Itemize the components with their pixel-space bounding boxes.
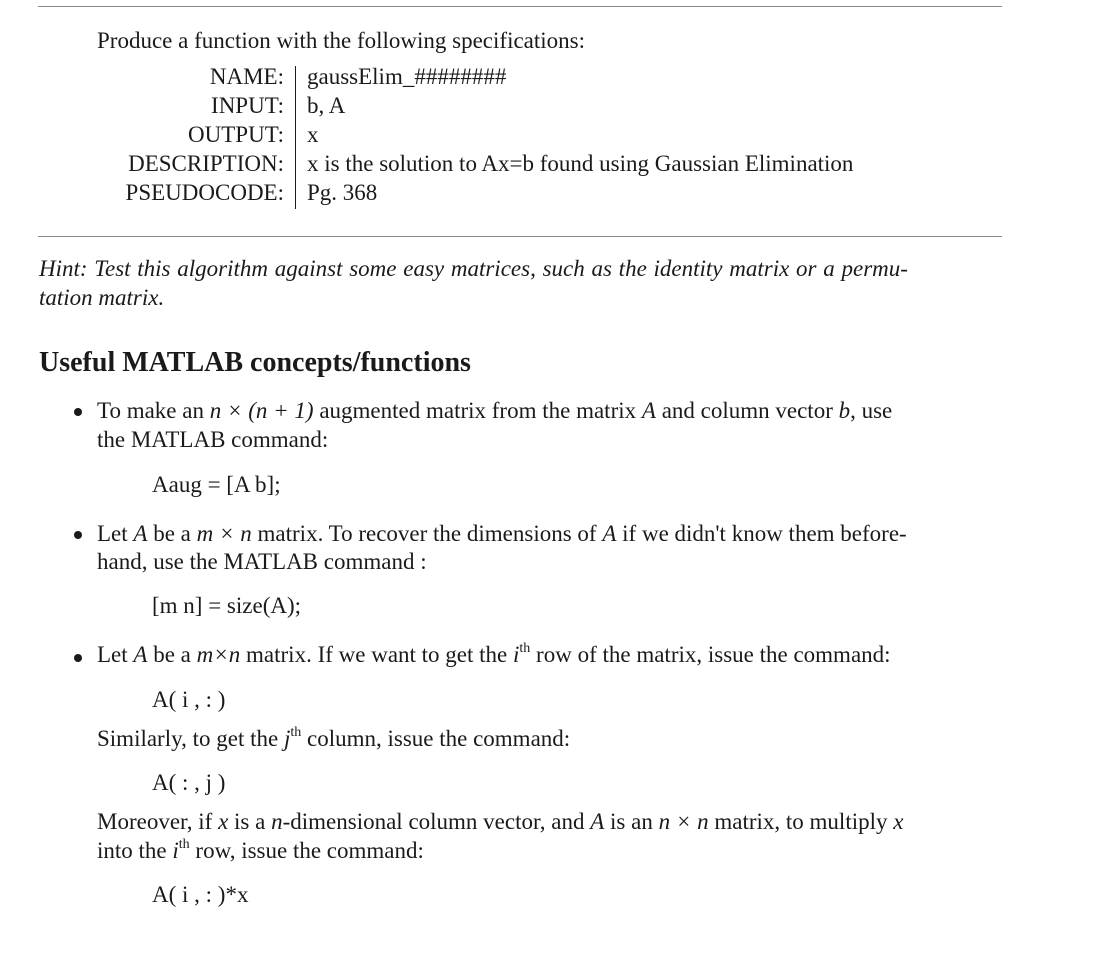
math-j: j xyxy=(283,726,291,751)
bullet-1-line-1 xyxy=(97,398,892,424)
bullet-3-line-3 xyxy=(97,809,903,835)
section-heading: Useful MATLAB concepts/functions xyxy=(39,347,471,378)
bullet-1-marker xyxy=(74,408,82,416)
text: Let xyxy=(97,642,134,667)
math-A: A xyxy=(133,521,148,546)
bullet-1-line-2: the MATLAB command: xyxy=(97,427,329,452)
text: if we didn't know them before- xyxy=(616,521,907,546)
bullet-3-marker xyxy=(74,654,82,662)
top-rule xyxy=(38,6,1002,7)
bullet-2-code: [m n] = size(A); xyxy=(152,593,302,618)
spec-label-input: INPUT: xyxy=(211,93,284,118)
spec-label-pseudocode: PSEUDOCODE: xyxy=(125,180,284,205)
text: is an xyxy=(604,809,659,834)
math-n: n xyxy=(271,809,283,834)
spec-value-input: b, A xyxy=(307,93,346,118)
math-x: x xyxy=(893,809,904,834)
hint-line-2: tation matrix. xyxy=(39,285,165,310)
spec-value-description: x is the solution to Ax=b found using Gaussian Elimination xyxy=(307,151,854,176)
text: augmented matrix from the matrix xyxy=(313,398,642,423)
spec-label-name: NAME: xyxy=(209,64,284,89)
spec-label-description: DESCRIPTION: xyxy=(128,151,284,176)
text: Similarly, to get the xyxy=(97,726,284,751)
spec-value-output: x xyxy=(307,122,319,147)
spec-value-pseudocode: Pg. 368 xyxy=(307,180,378,205)
spec-intro: Produce a function with the following specifications: xyxy=(97,28,585,53)
math-dim: n × (n + 1) xyxy=(209,398,314,423)
superscript-th: th xyxy=(290,725,302,740)
bullet-3-code-row: A( i , : ) xyxy=(152,687,226,712)
text: be a xyxy=(147,642,197,667)
text: -dimensional column vector, and xyxy=(282,809,591,834)
math-b: b xyxy=(838,398,851,423)
spec-value-name: gaussElim_######## xyxy=(307,64,507,89)
bullet-3-line-4 xyxy=(97,838,424,864)
text: Let xyxy=(97,521,134,546)
spec-label-output: OUTPUT: xyxy=(188,122,284,147)
bullet-2-line-1 xyxy=(97,521,907,547)
math-nxn: n × n xyxy=(658,809,709,834)
text: matrix. If we want to get the xyxy=(240,642,514,667)
text: matrix, to multiply xyxy=(708,809,894,834)
bullet-1-code: Aaug = [A b]; xyxy=(152,472,281,497)
bullet-2-line-2: hand, use the MATLAB command : xyxy=(97,549,427,574)
text: Moreover, if xyxy=(97,809,219,834)
math-x: x xyxy=(218,809,229,834)
text: matrix. To recover the dimensions of xyxy=(251,521,603,546)
bullet-3-line-1 xyxy=(97,642,891,668)
math-mxn: m × n xyxy=(196,521,252,546)
math-i: i xyxy=(172,838,179,863)
spec-divider xyxy=(295,66,296,209)
math-A: A xyxy=(641,398,656,423)
math-A: A xyxy=(590,809,605,834)
superscript-th: th xyxy=(178,837,190,852)
superscript-th: th xyxy=(519,641,531,656)
math-i: i xyxy=(513,642,520,667)
text: into the xyxy=(97,838,173,863)
text: and column vector xyxy=(655,398,839,423)
bullet-2-marker xyxy=(74,531,82,539)
bullet-3-code-multiply: A( i , : )*x xyxy=(152,882,249,907)
hint-line-1: Hint: Test this algorithm against some easy matrices, such as the identity matrix or a permu- xyxy=(39,256,908,281)
text: , use xyxy=(850,398,893,423)
text: column, issue the command: xyxy=(301,726,571,751)
text: is a xyxy=(228,809,272,834)
bullet-3-line-2 xyxy=(97,726,570,752)
bullet-3-code-col: A( : , j ) xyxy=(152,770,226,795)
text: be a xyxy=(147,521,197,546)
text: row, issue the command: xyxy=(189,838,424,863)
middle-rule xyxy=(38,236,1002,237)
math-A: A xyxy=(602,521,617,546)
text: To make an xyxy=(97,398,210,423)
math-A: A xyxy=(133,642,148,667)
text: row of the matrix, issue the command: xyxy=(530,642,891,667)
math-mxn: m×n xyxy=(196,642,241,667)
